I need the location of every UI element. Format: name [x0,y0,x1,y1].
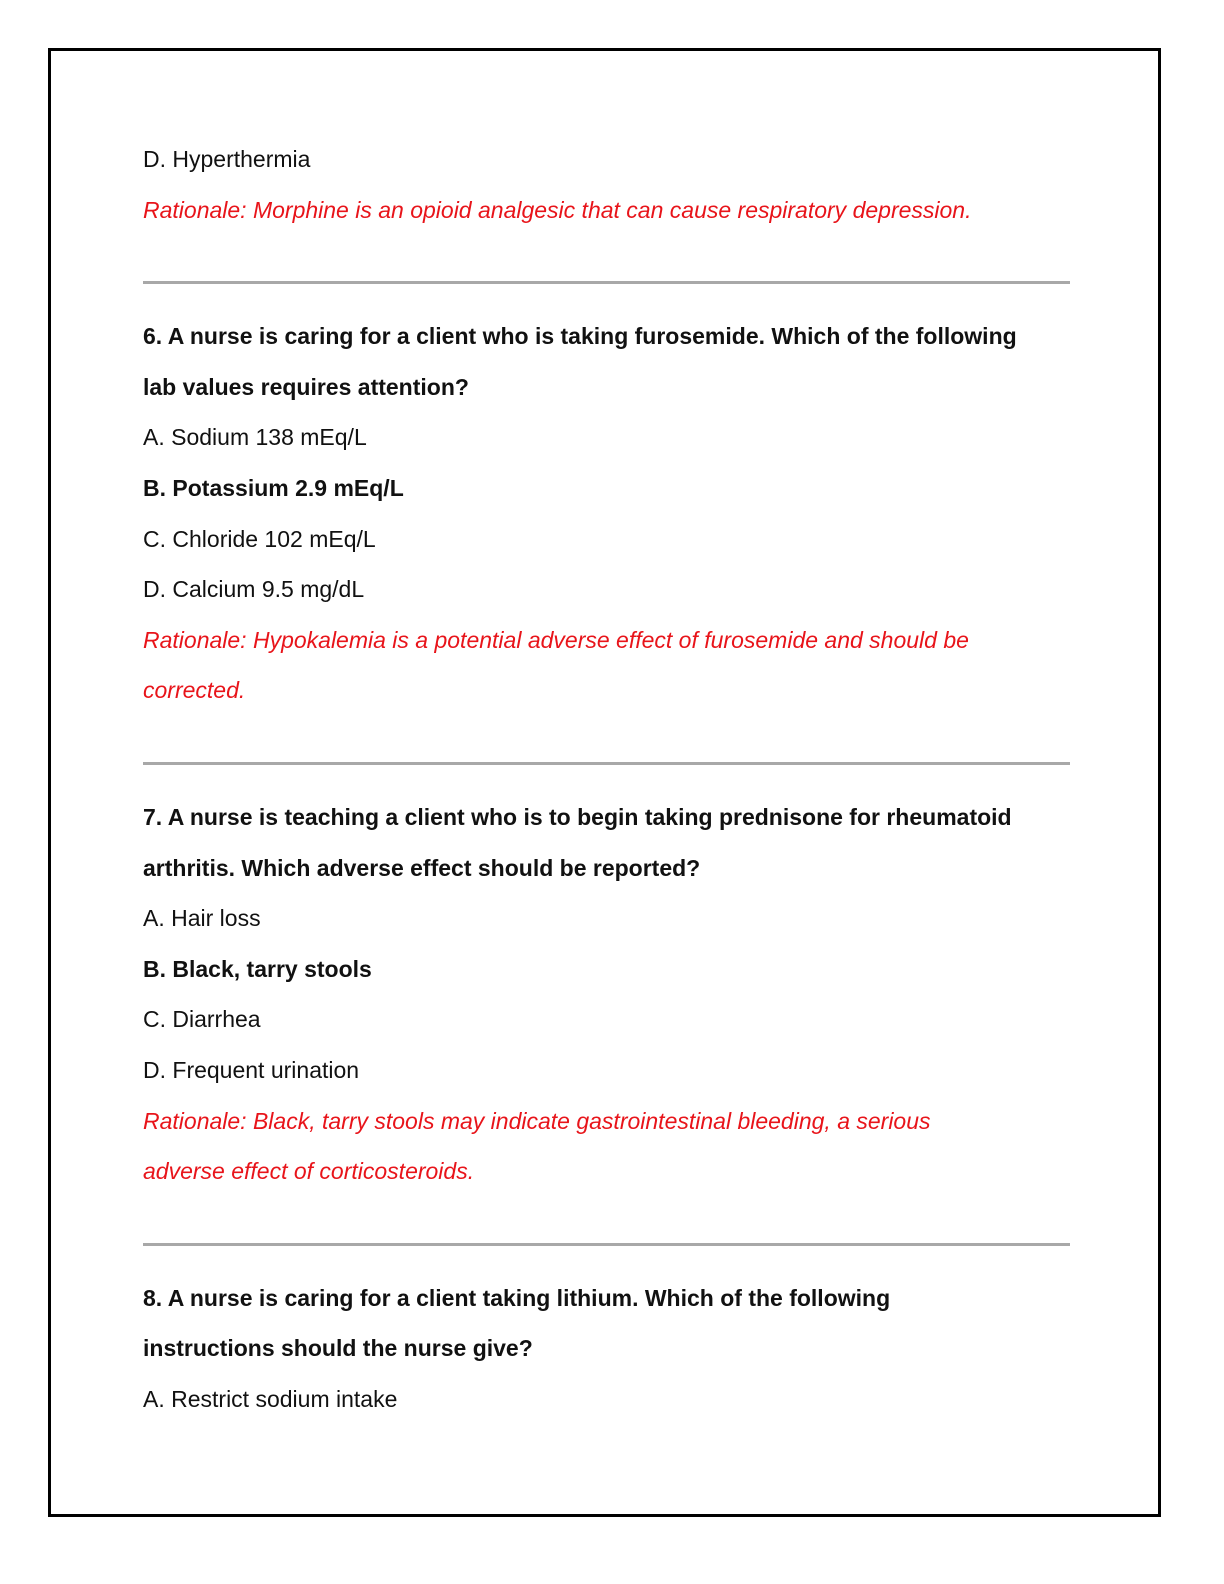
option-c: C. Chloride 102 mEq/L [143,525,376,552]
question-8 [143,1273,1073,1425]
rationale: corrected. [143,677,246,704]
rationale: Rationale: Morphine is an opioid analgesic that can cause respiratory depression. [143,196,972,223]
option-d: D. Hyperthermia [143,146,311,172]
question-stem: lab values requires attention? [143,373,469,400]
question-stem: arthritis. Which adverse effect should be reported? [143,854,701,881]
question-stem: 7. A nurse is teaching a client who is to begin taking prednisone for rheumatoid [143,803,1012,830]
option-d: D. Frequent urination [143,1056,360,1083]
rationale: adverse effect of corticosteroids. [143,1158,475,1185]
rationale: Rationale: Hypokalemia is a potential adverse effect of furosemide and should be [143,626,969,653]
option-b-correct: B. Potassium 2.9 mEq/L [143,474,404,501]
rationale: Rationale: Black, tarry stools may indicate gastrointestinal bleeding, a serious [143,1107,931,1134]
question-stem: 8. A nurse is caring for a client taking lithium. Which of the following [143,1284,891,1311]
option-c: C. Diarrhea [143,1006,261,1033]
option-a: A. Sodium 138 mEq/L [143,424,367,451]
option-a: A. Restrict sodium intake [143,1385,398,1412]
document-content [143,134,1073,1424]
question-6 [143,311,1073,716]
question-7 [143,792,1073,1197]
question-stem: instructions should the nurse give? [143,1335,533,1362]
option-a: A. Hair loss [143,905,261,932]
option-b-correct: B. Black, tarry stools [143,955,372,982]
option-d: D. Calcium 9.5 mg/dL [143,576,365,603]
question-stem: 6. A nurse is caring for a client who is taking furosemide. Which of the following [143,323,1017,350]
